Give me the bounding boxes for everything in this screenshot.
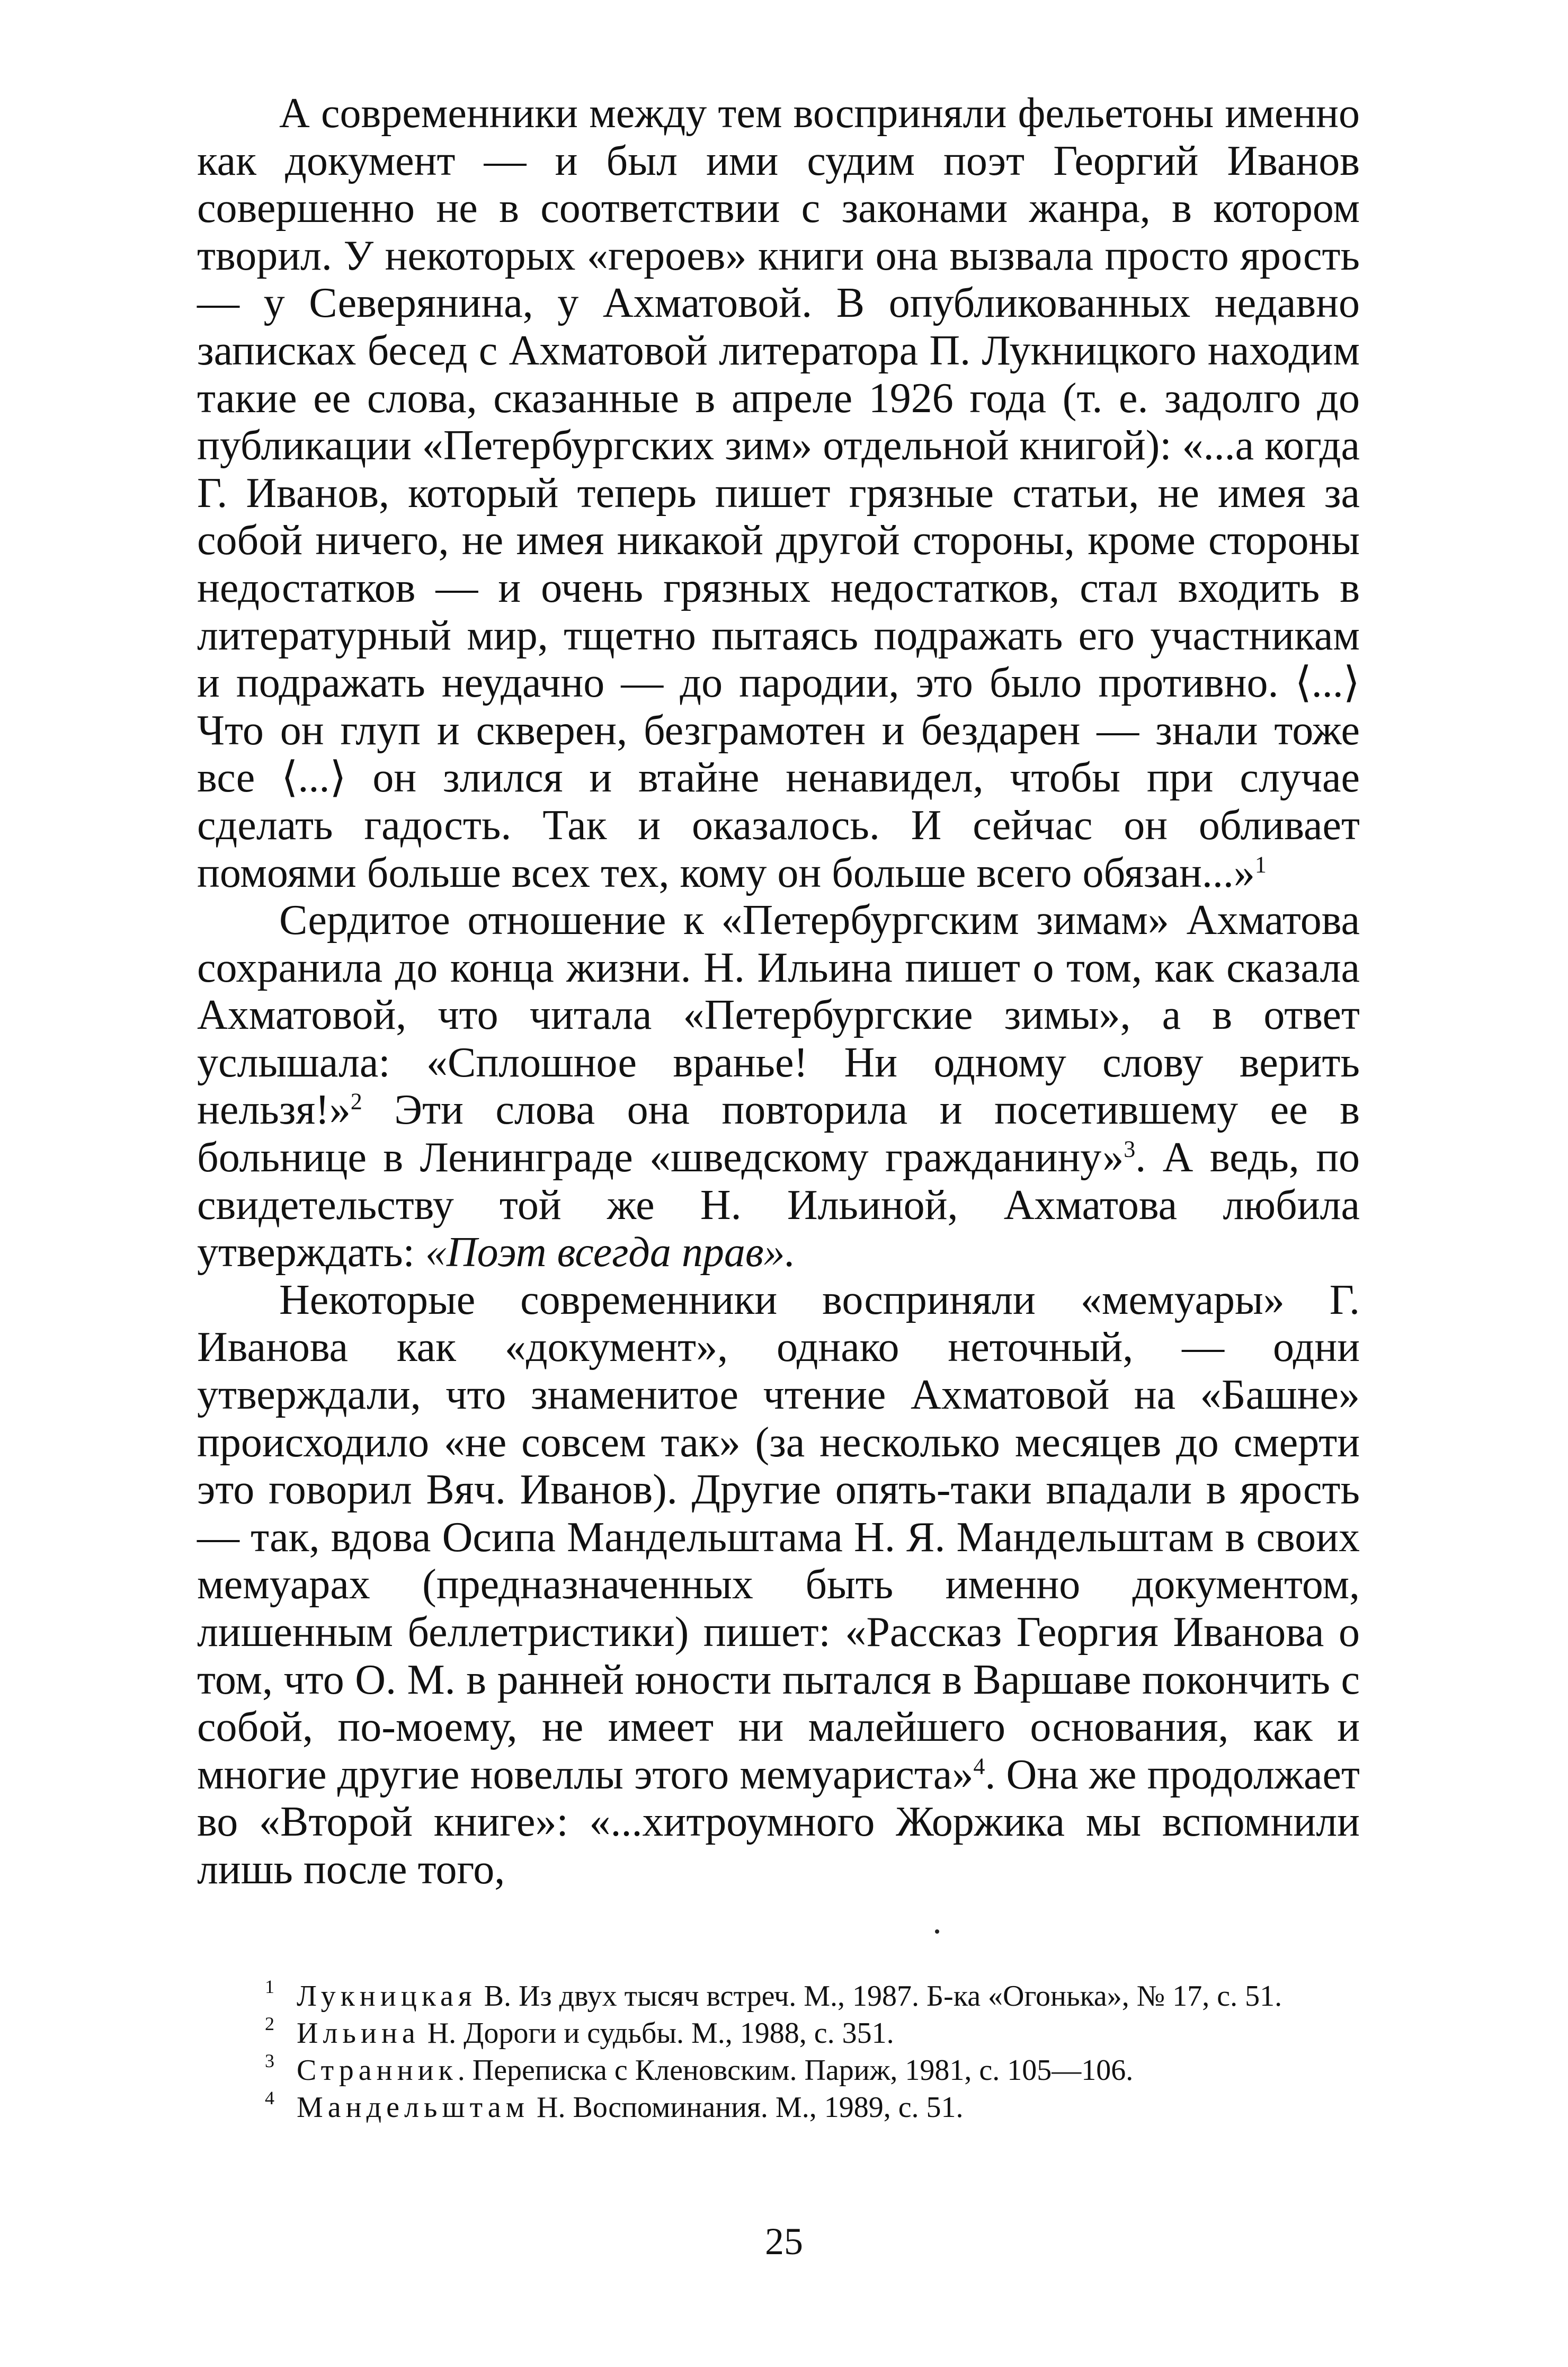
footnote-author: Странник — [297, 2054, 458, 2087]
footnote-number: 1 — [265, 1976, 274, 1997]
footnote-text: . Переписка с Кленовским. Париж, 1981, с. 105—106. — [457, 2054, 1134, 2087]
paragraph-1 — [197, 90, 1360, 897]
footnote-2 — [265, 2013, 1361, 2051]
footnote-author: Ильина — [297, 2017, 420, 2050]
paragraph-2-text-a: Сердитое отношение к «Петербургским зимам» Ахматова сохранила до конца жизни. Н. Ильина пишет о том, как сказала Ахматовой, что читала «Петербургские зимы», а в ответ услышала: «Сплошное вранье! Ни одному слову верить нельзя!» — [197, 897, 1360, 1134]
footnote-number: 3 — [265, 2050, 274, 2071]
paragraph-3 — [197, 1277, 1360, 1894]
footnote-ref-2[interactable]: 2 — [350, 1088, 362, 1115]
footnote-number: 2 — [265, 2013, 274, 2034]
footnote-4 — [265, 2087, 1361, 2125]
footnote-author: Мандельштам — [297, 2091, 530, 2124]
paragraph-2-text-b: Эти слова она повторила и посетившему ее в больнице в Ленинграде «шведскому гражданину» — [197, 1087, 1360, 1181]
page-number: 25 — [765, 2220, 803, 2263]
separator-dot — [935, 1929, 939, 1934]
footnote-number: 4 — [265, 2087, 274, 2108]
paragraph-3-text-a: Некоторые современники восприняли «мемуары» Г. Иванова как «документ», однако неточный, — одни утверждали, что знаменитое чтение Ахматовой на «Башне» происходило «не совсем так» (за несколько месяцев до смерти это говорил Вяч. Иванов). Другие опять-таки впадали в ярость — так, вдова Осипа Мандельштама Н. Я. Мандельштам в своих мемуарах (предназначенных быть именно документом, лишенным беллетристики) пишет: «Рассказ Георгия Иванова о том, что О. М. в ранней юности пытался в Варшаве покончить с собой, по-моему, не имеет ни малейшего основания, как и многие другие новеллы этого мемуариста» — [197, 1276, 1360, 1798]
footnote-text: Н. Дороги и судьбы. М., 1988, с. 351. — [420, 2017, 894, 2050]
paragraph-1-text: А современники между тем восприняли фельетоны именно как документ — и был ими судим поэт Георгий Иванов совершенно не в соответствии с законами жанра, в котором творил. У некоторых «героев» книги она вызвала просто ярость — у Северянина, у Ахматовой. В опубликованных недавно записках бесед с Ахматовой литератора П. Лукницкого находим такие ее слова, сказанные в апреле 1926 года (т. е. задолго до публикации «Петербургских зим» отдельной книгой): «...а когда Г. Иванов, который теперь пишет грязные статьи, не имея за собой ничего, не имея никакой другой стороны, кроме стороны недостатков — и очень грязных недостатков, стал входить в литературный мир, тщетно пытаясь подражать его участникам и подражать неудачно — до пародии, это было противно. ⟨...⟩ Что он глуп и скверен, безграмотен и бездарен — знали тоже все ⟨...⟩ он злился и втайне ненавидел, чтобы при случае сделать гадость. Так и оказалось. И сейчас он обливает помоями больше всех тех, кому он больше всего обязан...» — [197, 90, 1360, 896]
footnote-3 — [265, 2050, 1361, 2088]
paragraph-3-text-b: . Она же продолжает во «Второй книге»: «...хитроумного Жоржика мы вспомнили лишь после того, — [197, 1751, 1360, 1893]
paragraph-2-text-c: . А ведь, по свидетельству той же Н. Ильиной, Ахматова любила утверждать: — [197, 1134, 1360, 1276]
footnote-author: Лукницкая — [297, 1980, 477, 2013]
footnotes — [265, 1976, 1361, 2127]
footnote-ref-3[interactable]: 3 — [1124, 1136, 1136, 1162]
page-body — [197, 90, 1360, 1894]
paragraph-2 — [197, 897, 1360, 1277]
footnote-ref-1[interactable]: 1 — [1254, 851, 1267, 877]
paragraph-2-quote-italic: «Поэт всегда прав». — [425, 1229, 796, 1276]
footnote-ref-4[interactable]: 4 — [973, 1753, 985, 1779]
footnote-text: В. Из двух тысяч встреч. М., 1987. Б-ка «Огонька», № 17, с. 51. — [476, 1980, 1282, 2013]
footnote-text: Н. Воспоминания. М., 1989, с. 51. — [529, 2091, 964, 2124]
footnote-1 — [265, 1976, 1361, 2014]
